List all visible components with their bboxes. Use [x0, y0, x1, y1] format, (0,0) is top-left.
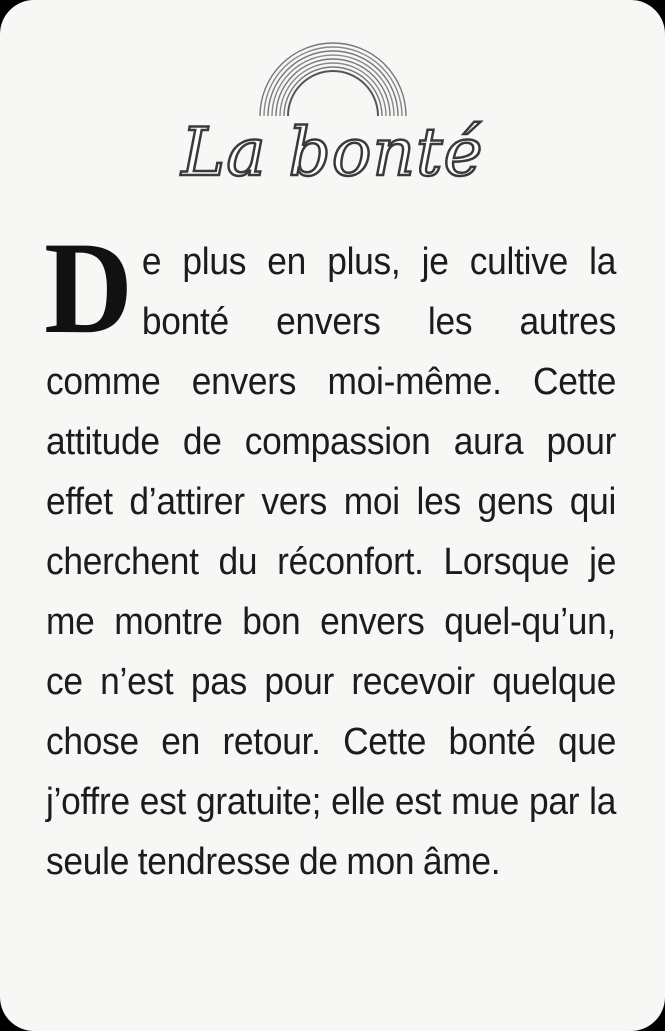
- body-paragraph: e plus en plus, je cultive la bonté envers les autres comme envers moi-même. Cette attitude de compassion aura pour effet d’attirer vers moi les gens qui cherchent du réconfort. Lorsque je me montre bon envers quel-qu’un, ce n’est pas pour recevoir quelque chose en retour. Cette bonté que j’offre est gratuite; elle est mue par la seule tendresse de mon âme.: [46, 241, 617, 883]
- drop-cap: D: [44, 214, 133, 361]
- card-title: La bonté: [181, 114, 484, 191]
- card-body: [44, 214, 617, 892]
- rainbow-arch-icon: [252, 38, 414, 118]
